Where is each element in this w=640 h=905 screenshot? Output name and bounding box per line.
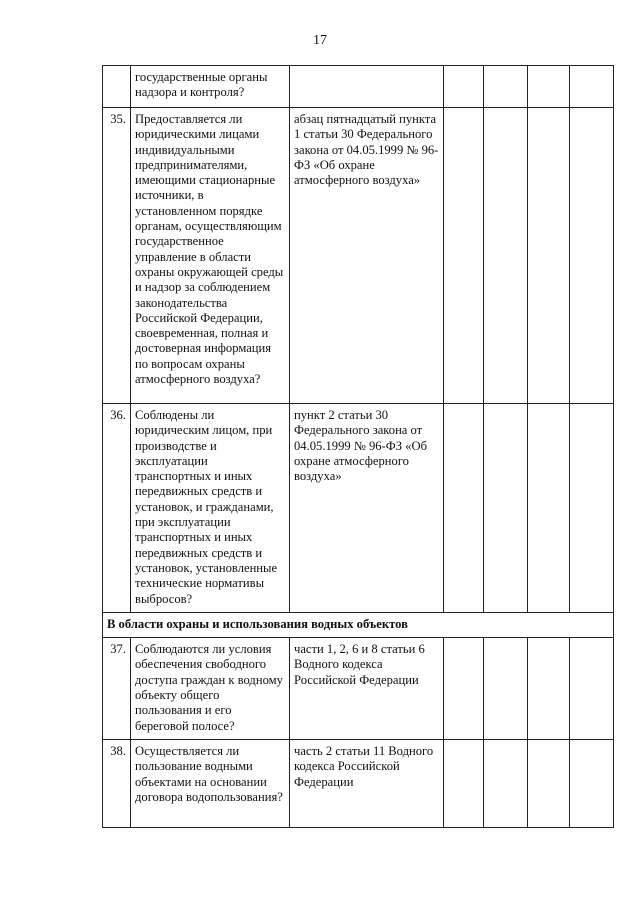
section-heading: В области охраны и использования водных объектов	[103, 612, 614, 637]
page-number: 17	[313, 33, 327, 48]
answer-cell	[570, 404, 614, 613]
row-reference: часть 2 статьи 11 Водного кодекса Российской Федерации	[290, 739, 444, 827]
row-question: Осуществляется ли пользование водными объектами на основании договора водопользования?	[131, 739, 290, 827]
answer-cell	[444, 638, 484, 740]
answer-cell	[444, 66, 484, 108]
answer-cell	[528, 404, 570, 613]
answer-cell	[528, 66, 570, 108]
row-number	[103, 66, 131, 108]
row-question: Соблюдаются ли условия обеспечения свободного доступа граждан к водному объекту общего пользования и его береговой полосе?	[131, 638, 290, 740]
row-question: Предоставляется ли юридическими лицами индивидуальными предпринимателями, имеющими стационарные источники, в установленном порядке органам, осуществляющим государственное управление в области охраны окружающей среды и надзор за соблюдением законодательства Российской Федерации, своевременная, полная и достоверная информация по вопросам охраны атмосферного воздуха?	[131, 108, 290, 404]
answer-cell	[444, 739, 484, 827]
row-question: государственные органы надзора и контроля?	[131, 66, 290, 108]
table-row	[103, 739, 614, 827]
answer-cell	[570, 739, 614, 827]
table-row	[103, 108, 614, 404]
answer-cell	[528, 638, 570, 740]
checklist-table	[102, 65, 614, 828]
row-reference: абзац пятнадцатый пункта 1 статьи 30 Федерального закона от 04.05.1999 № 96-ФЗ «Об охране атмосферного воздуха»	[290, 108, 444, 404]
answer-cell	[484, 108, 528, 404]
row-number: 38.	[103, 739, 131, 827]
table-row	[103, 638, 614, 740]
answer-cell	[484, 638, 528, 740]
row-question: Соблюдены ли юридическим лицом, при производстве и эксплуатации транспортных и иных передвижных средств и установок, и гражданами, при эксплуатации транспортных и иных передвижных средств и установок, установленные технические нормативы выбросов?	[131, 404, 290, 613]
answer-cell	[570, 638, 614, 740]
answer-cell	[484, 404, 528, 613]
answer-cell	[444, 404, 484, 613]
answer-cell	[528, 739, 570, 827]
row-number: 35.	[103, 108, 131, 404]
answer-cell	[528, 108, 570, 404]
answer-cell	[570, 108, 614, 404]
row-number: 37.	[103, 638, 131, 740]
table-row	[103, 66, 614, 108]
answer-cell	[484, 66, 528, 108]
section-row	[103, 612, 614, 637]
row-reference	[290, 66, 444, 108]
answer-cell	[444, 108, 484, 404]
table-row	[103, 404, 614, 613]
row-number: 36.	[103, 404, 131, 613]
row-reference: части 1, 2, 6 и 8 статьи 6 Водного кодекса Российской Федерации	[290, 638, 444, 740]
answer-cell	[484, 739, 528, 827]
answer-cell	[570, 66, 614, 108]
row-reference: пункт 2 статьи 30 Федерального закона от 04.05.1999 № 96-ФЗ «Об охране атмосферного воздуха»	[290, 404, 444, 613]
